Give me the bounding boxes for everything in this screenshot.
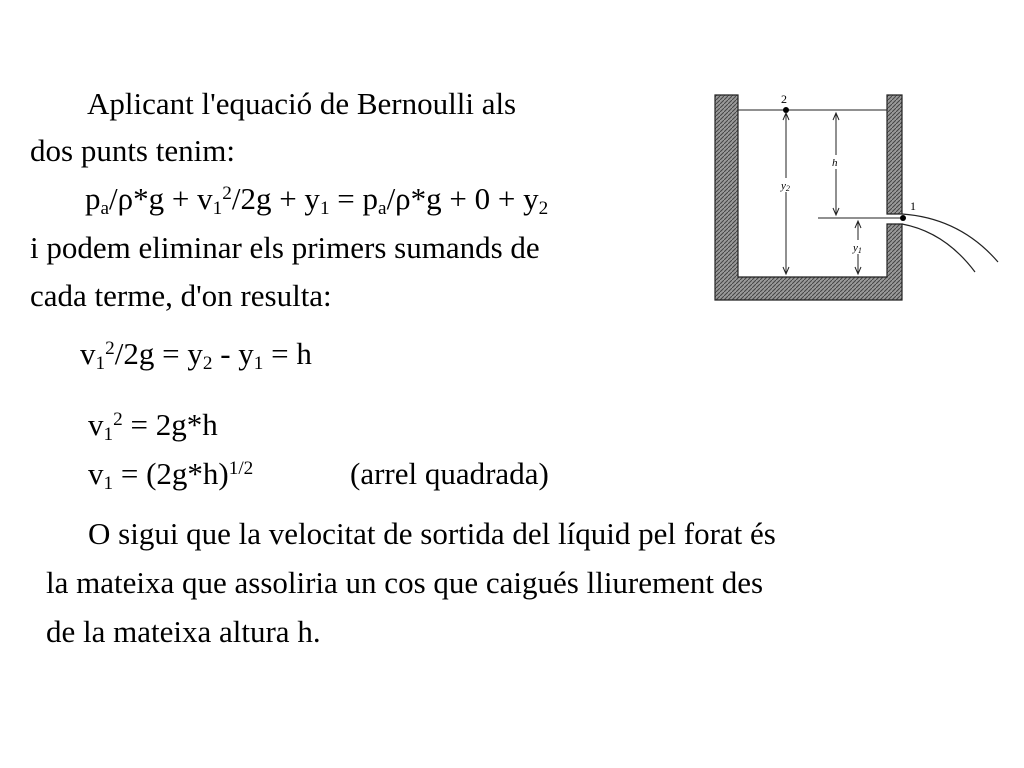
eq3-rest: = 2g*h <box>122 407 218 442</box>
eq1-sup-2: 2 <box>222 183 232 205</box>
y1-label: y1 <box>853 242 862 255</box>
conclusion-line-3: de la mateixa altura h. <box>46 614 321 649</box>
eq2-v: v <box>80 336 96 371</box>
eq1-sub-a: a <box>100 198 110 220</box>
eq1-rhog0: /ρ*g + 0 + y <box>386 181 539 216</box>
eq2-sub-2: 2 <box>202 353 213 375</box>
eq1-p: p <box>85 181 101 216</box>
tank-wall-right <box>887 95 902 214</box>
eq4-sup-half: 1/2 <box>228 458 254 480</box>
eq2-minus: - y <box>212 336 254 371</box>
eq2-sup-2: 2 <box>105 338 115 360</box>
eq1-sub-2: 2 <box>538 198 549 220</box>
eq2-sub-1b: 1 <box>253 353 264 375</box>
mid-line-2: cada terme, d'on resulta: <box>30 278 332 313</box>
eq3-v: v <box>88 407 104 442</box>
equation-v-squared <box>88 407 218 446</box>
eq4-v: v <box>88 456 104 491</box>
eq3-sub-1: 1 <box>103 424 114 446</box>
y2-label: y2 <box>781 180 790 193</box>
intro-line-1: Aplicant l'equació de Bernoulli als <box>87 86 517 121</box>
point-1-label: 1 <box>910 199 916 213</box>
h-label: h <box>832 157 838 169</box>
bernoulli-equation <box>85 181 549 220</box>
eq1-sub-a2: a <box>378 198 387 220</box>
conclusion-line-1: O sigui que la velocitat de sortida del líquid pel forat és <box>88 516 776 551</box>
eq2-end: = h <box>263 336 312 371</box>
point-2-label: 2 <box>781 92 787 106</box>
square-root-note: (arrel quadrada) <box>350 456 549 491</box>
tank-wall <box>715 95 902 300</box>
point-1-marker <box>900 215 906 221</box>
intro-line-2: dos punts tenim: <box>30 133 235 168</box>
mid-line-1: i podem eliminar els primers sumands de <box>30 230 540 265</box>
conclusion-line-2: la mateixa que assoliria un cos que caigués lliurement des <box>46 565 764 600</box>
water-jet-lower <box>902 224 975 272</box>
eq4-sub-1: 1 <box>103 473 114 495</box>
eq4-rest: = (2g*h) <box>113 456 229 491</box>
eq3-sup-2: 2 <box>113 409 123 431</box>
equation-energy <box>80 336 312 375</box>
eq2-sub-1: 1 <box>95 353 106 375</box>
eq1-sub-1: 1 <box>212 198 223 220</box>
eq2-rest: /2g = y <box>114 336 203 371</box>
eq1-sub-1b: 1 <box>319 198 330 220</box>
eq1-term: /ρ*g + v <box>109 181 213 216</box>
equation-torricelli <box>88 456 254 495</box>
tank-diagram <box>700 82 1010 307</box>
water-jet-upper <box>902 214 998 262</box>
eq1-equals: = p <box>329 181 379 216</box>
eq1-over2g: /2g + y <box>231 181 320 216</box>
